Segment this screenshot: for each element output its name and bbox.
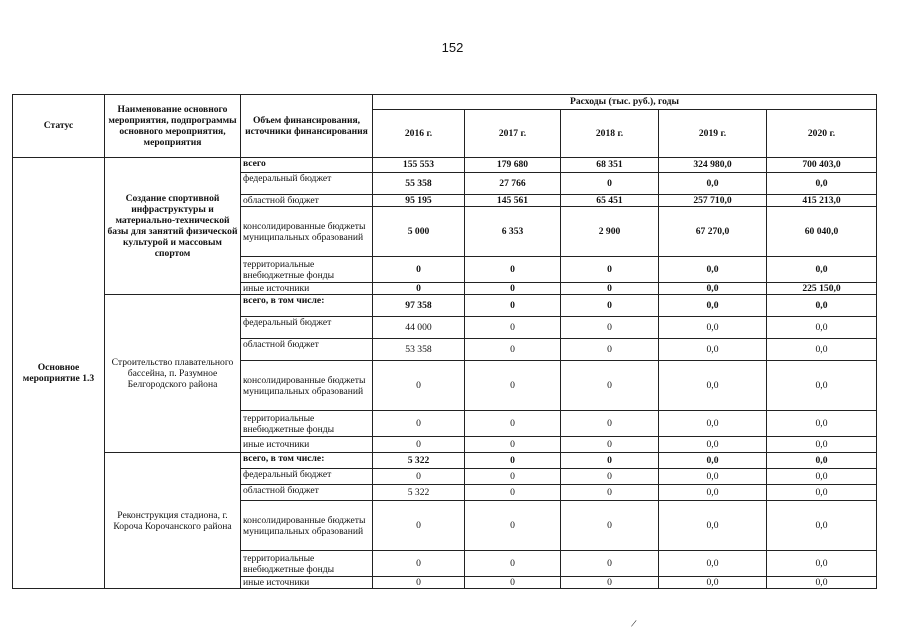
measure-name: Реконструкция стадиона, г. Короча Корочанского района xyxy=(105,453,241,589)
amount-cell: 0,0 xyxy=(659,437,767,453)
header-year: 2019 г. xyxy=(659,110,767,158)
amount-cell: 0 xyxy=(465,485,561,501)
amount-cell: 0 xyxy=(465,453,561,469)
amount-cell: 0,0 xyxy=(767,257,877,283)
amount-cell: 0,0 xyxy=(659,577,767,589)
amount-cell: 5 000 xyxy=(373,207,465,257)
amount-cell: 0 xyxy=(465,437,561,453)
footer-mark: / xyxy=(630,617,638,631)
header-year: 2016 г. xyxy=(373,110,465,158)
amount-cell: 0,0 xyxy=(659,361,767,411)
table-row xyxy=(13,453,877,469)
funding-source: иные источники xyxy=(241,577,373,589)
amount-cell: 0,0 xyxy=(659,501,767,551)
amount-cell: 0,0 xyxy=(767,453,877,469)
amount-cell: 0,0 xyxy=(659,173,767,195)
amount-cell: 324 980,0 xyxy=(659,158,767,173)
amount-cell: 0,0 xyxy=(767,437,877,453)
amount-cell: 0 xyxy=(561,469,659,485)
header-status: Статус xyxy=(13,95,105,158)
amount-cell: 0 xyxy=(561,501,659,551)
table-row xyxy=(13,158,877,173)
amount-cell: 0 xyxy=(465,257,561,283)
amount-cell: 0 xyxy=(373,469,465,485)
header-volume: Объем финансирования, источники финансирования xyxy=(241,95,373,158)
funding-source: федеральный бюджет xyxy=(241,173,373,195)
amount-cell: 0 xyxy=(465,283,561,295)
amount-cell: 0 xyxy=(561,295,659,317)
funding-source: консолидированные бюджеты муниципальных образований xyxy=(241,501,373,551)
amount-cell: 0,0 xyxy=(767,577,877,589)
amount-cell: 225 150,0 xyxy=(767,283,877,295)
amount-cell: 0 xyxy=(465,551,561,577)
funding-source: областной бюджет xyxy=(241,485,373,501)
amount-cell: 0 xyxy=(561,551,659,577)
amount-cell: 0 xyxy=(561,437,659,453)
funding-source: всего, в том числе: xyxy=(241,453,373,469)
amount-cell: 0,0 xyxy=(767,295,877,317)
amount-cell: 415 213,0 xyxy=(767,195,877,207)
funding-source: областной бюджет xyxy=(241,195,373,207)
amount-cell: 0 xyxy=(465,339,561,361)
status-cell: Основное мероприятие 1.3 xyxy=(13,158,105,589)
amount-cell: 0,0 xyxy=(767,469,877,485)
amount-cell: 44 000 xyxy=(373,317,465,339)
amount-cell: 0 xyxy=(373,437,465,453)
amount-cell: 6 353 xyxy=(465,207,561,257)
amount-cell: 67 270,0 xyxy=(659,207,767,257)
amount-cell: 0,0 xyxy=(767,411,877,437)
header-year: 2018 г. xyxy=(561,110,659,158)
amount-cell: 0 xyxy=(373,551,465,577)
amount-cell: 0,0 xyxy=(659,411,767,437)
funding-source: территориальные внебюджетные фонды xyxy=(241,551,373,577)
funding-source: территориальные внебюджетные фонды xyxy=(241,257,373,283)
amount-cell: 0,0 xyxy=(659,485,767,501)
amount-cell: 0 xyxy=(373,257,465,283)
amount-cell: 0 xyxy=(373,283,465,295)
amount-cell: 0 xyxy=(561,577,659,589)
amount-cell: 0,0 xyxy=(767,173,877,195)
amount-cell: 0,0 xyxy=(659,257,767,283)
table-body xyxy=(13,158,877,589)
amount-cell: 0 xyxy=(373,411,465,437)
amount-cell: 0 xyxy=(561,411,659,437)
funding-source: консолидированные бюджеты муниципальных образований xyxy=(241,361,373,411)
funding-source: федеральный бюджет xyxy=(241,317,373,339)
funding-source: территориальные внебюджетные фонды xyxy=(241,411,373,437)
amount-cell: 0 xyxy=(561,485,659,501)
amount-cell: 0 xyxy=(373,361,465,411)
amount-cell: 0 xyxy=(465,317,561,339)
amount-cell: 155 553 xyxy=(373,158,465,173)
page-number: 152 xyxy=(441,40,464,55)
amount-cell: 0 xyxy=(561,453,659,469)
amount-cell: 0 xyxy=(373,577,465,589)
amount-cell: 0,0 xyxy=(659,469,767,485)
header-name: Наименование основного мероприятия, подпрограммы основного мероприятия, мероприятия xyxy=(105,95,241,158)
amount-cell: 0 xyxy=(561,173,659,195)
amount-cell: 0,0 xyxy=(659,453,767,469)
amount-cell: 0 xyxy=(465,577,561,589)
amount-cell: 0,0 xyxy=(767,485,877,501)
amount-cell: 700 403,0 xyxy=(767,158,877,173)
amount-cell: 0 xyxy=(561,339,659,361)
amount-cell: 0 xyxy=(465,501,561,551)
amount-cell: 0,0 xyxy=(659,283,767,295)
amount-cell: 55 358 xyxy=(373,173,465,195)
funding-source: иные источники xyxy=(241,437,373,453)
header-year: 2020 г. xyxy=(767,110,877,158)
amount-cell: 0,0 xyxy=(767,339,877,361)
amount-cell: 0,0 xyxy=(659,339,767,361)
header-expenses: Расходы (тыс. руб.), годы xyxy=(373,95,877,110)
amount-cell: 0 xyxy=(561,317,659,339)
amount-cell: 0,0 xyxy=(659,295,767,317)
header-year: 2017 г. xyxy=(465,110,561,158)
amount-cell: 95 195 xyxy=(373,195,465,207)
amount-cell: 0,0 xyxy=(659,551,767,577)
amount-cell: 5 322 xyxy=(373,485,465,501)
amount-cell: 0,0 xyxy=(659,317,767,339)
amount-cell: 145 561 xyxy=(465,195,561,207)
amount-cell: 97 358 xyxy=(373,295,465,317)
funding-source: всего xyxy=(241,158,373,173)
amount-cell: 0 xyxy=(373,501,465,551)
amount-cell: 60 040,0 xyxy=(767,207,877,257)
amount-cell: 0 xyxy=(465,411,561,437)
amount-cell: 0 xyxy=(561,361,659,411)
amount-cell: 0 xyxy=(465,469,561,485)
amount-cell: 5 322 xyxy=(373,453,465,469)
amount-cell: 2 900 xyxy=(561,207,659,257)
amount-cell: 0,0 xyxy=(767,551,877,577)
amount-cell: 257 710,0 xyxy=(659,195,767,207)
budget-table xyxy=(12,94,877,589)
funding-source: консолидированные бюджеты муниципальных образований xyxy=(241,207,373,257)
amount-cell: 65 451 xyxy=(561,195,659,207)
amount-cell: 0,0 xyxy=(767,501,877,551)
measure-name: Строительство плавательного бассейна, п. Разумное Белгородского района xyxy=(105,295,241,453)
amount-cell: 0 xyxy=(465,295,561,317)
funding-source: федеральный бюджет xyxy=(241,469,373,485)
funding-source: иные источники xyxy=(241,283,373,295)
amount-cell: 0 xyxy=(465,361,561,411)
amount-cell: 179 680 xyxy=(465,158,561,173)
amount-cell: 0 xyxy=(561,283,659,295)
measure-name: Создание спортивной инфраструктуры и материально-технической базы для занятий физической культурой и массовым спортом xyxy=(105,158,241,295)
amount-cell: 27 766 xyxy=(465,173,561,195)
funding-source: областной бюджет xyxy=(241,339,373,361)
amount-cell: 0,0 xyxy=(767,317,877,339)
amount-cell: 68 351 xyxy=(561,158,659,173)
amount-cell: 0,0 xyxy=(767,361,877,411)
table-row xyxy=(13,295,877,317)
amount-cell: 0 xyxy=(561,257,659,283)
amount-cell: 53 358 xyxy=(373,339,465,361)
funding-source: всего, в том числе: xyxy=(241,295,373,317)
